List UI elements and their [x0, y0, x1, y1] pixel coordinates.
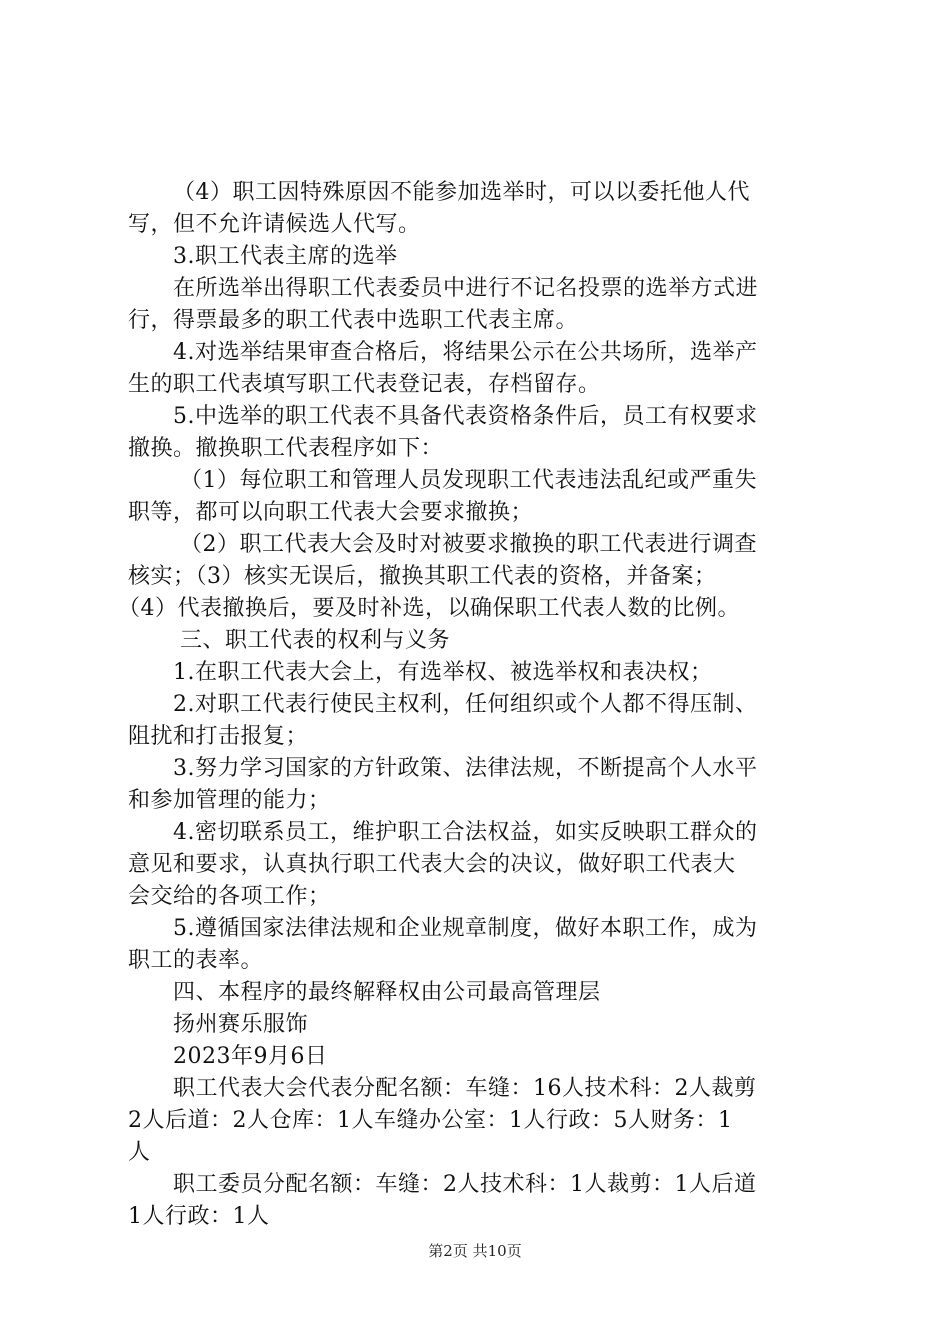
text-line: 生的职工代表填写职工代表登记表，存档留存。: [128, 372, 601, 397]
text-line: 职等，都可以向职工代表大会要求撤换；: [128, 500, 534, 525]
section-heading: 三、职工代表的权利与义务: [180, 628, 451, 653]
text-line: 职工代表大会代表分配名额：车缝：16人技术科：2人裁剪: [173, 1076, 757, 1101]
text-line: 4.对选举结果审查合格后，将结果公示在公共场所，选举产: [173, 340, 758, 365]
page-number-footer: 第2页 共10页: [428, 1242, 522, 1260]
text-line: 职工委员分配名额：车缝：2人技术科：1人裁剪：1人后道: [173, 1172, 757, 1197]
section-heading: 3.职工代表主席的选举: [173, 244, 398, 269]
text-line: 意见和要求，认真执行职工代表大会的决议，做好职工代表大: [128, 852, 736, 877]
text-line: 1.在职工代表大会上，有选举权、被选举权和表决权；: [173, 660, 713, 685]
text-line: 阻扰和打击报复；: [128, 724, 309, 749]
document-date: 2023年9月6日: [173, 1044, 328, 1069]
text-line: 职工的表率。: [128, 948, 264, 973]
section-heading: 四、本程序的最终解释权由公司最高管理层: [173, 980, 601, 1005]
company-name: 扬州赛乐服饰: [173, 1012, 309, 1037]
text-line: 和参加管理的能力；: [128, 788, 331, 813]
text-line: 1人行政：1人: [128, 1204, 270, 1229]
text-line: 撤换。撤换职工代表程序如下：: [128, 436, 444, 461]
text-line: （4）代表撤换后，要及时补选，以确保职工代表人数的比例。: [118, 596, 740, 621]
text-line: （1）每位职工和管理人员发现职工代表违法乱纪或严重失: [180, 468, 757, 493]
text-line: 会交给的各项工作；: [128, 884, 331, 909]
text-line: （2）职工代表大会及时对被要求撤换的职工代表进行调查: [180, 532, 757, 557]
text-line: 在所选举出得职工代表委员中进行不记名投票的选举方式进: [173, 276, 759, 301]
text-line: 2.对职工代表行使民主权利，任何组织或个人都不得压制、: [173, 692, 758, 717]
text-line: 3.努力学习国家的方针政策、法律法规，不断提高个人水平: [173, 756, 758, 781]
text-line: 5.遵循国家法律法规和企业规章制度，做好本职工作，成为: [173, 916, 758, 941]
text-line: 5.中选举的职工代表不具备代表资格条件后，员工有权要求: [173, 404, 758, 429]
text-line: （4）职工因特殊原因不能参加选举时，可以以委托他人代: [173, 180, 750, 205]
text-line: 人: [128, 1140, 151, 1165]
text-line: 核实；（3）核实无误后，撤换其职工代表的资格，并备案；: [128, 564, 717, 589]
text-line: 行，得票最多的职工代表中选职工代表主席。: [128, 308, 579, 333]
text-line: 4.密切联系员工，维护职工合法权益，如实反映职工群众的: [173, 820, 758, 845]
text-line: 2人后道：2人仓库：1人车缝办公室：1人行政：5人财务：1: [128, 1108, 733, 1133]
text-line: 写，但不允许请候选人代写。: [128, 212, 421, 237]
